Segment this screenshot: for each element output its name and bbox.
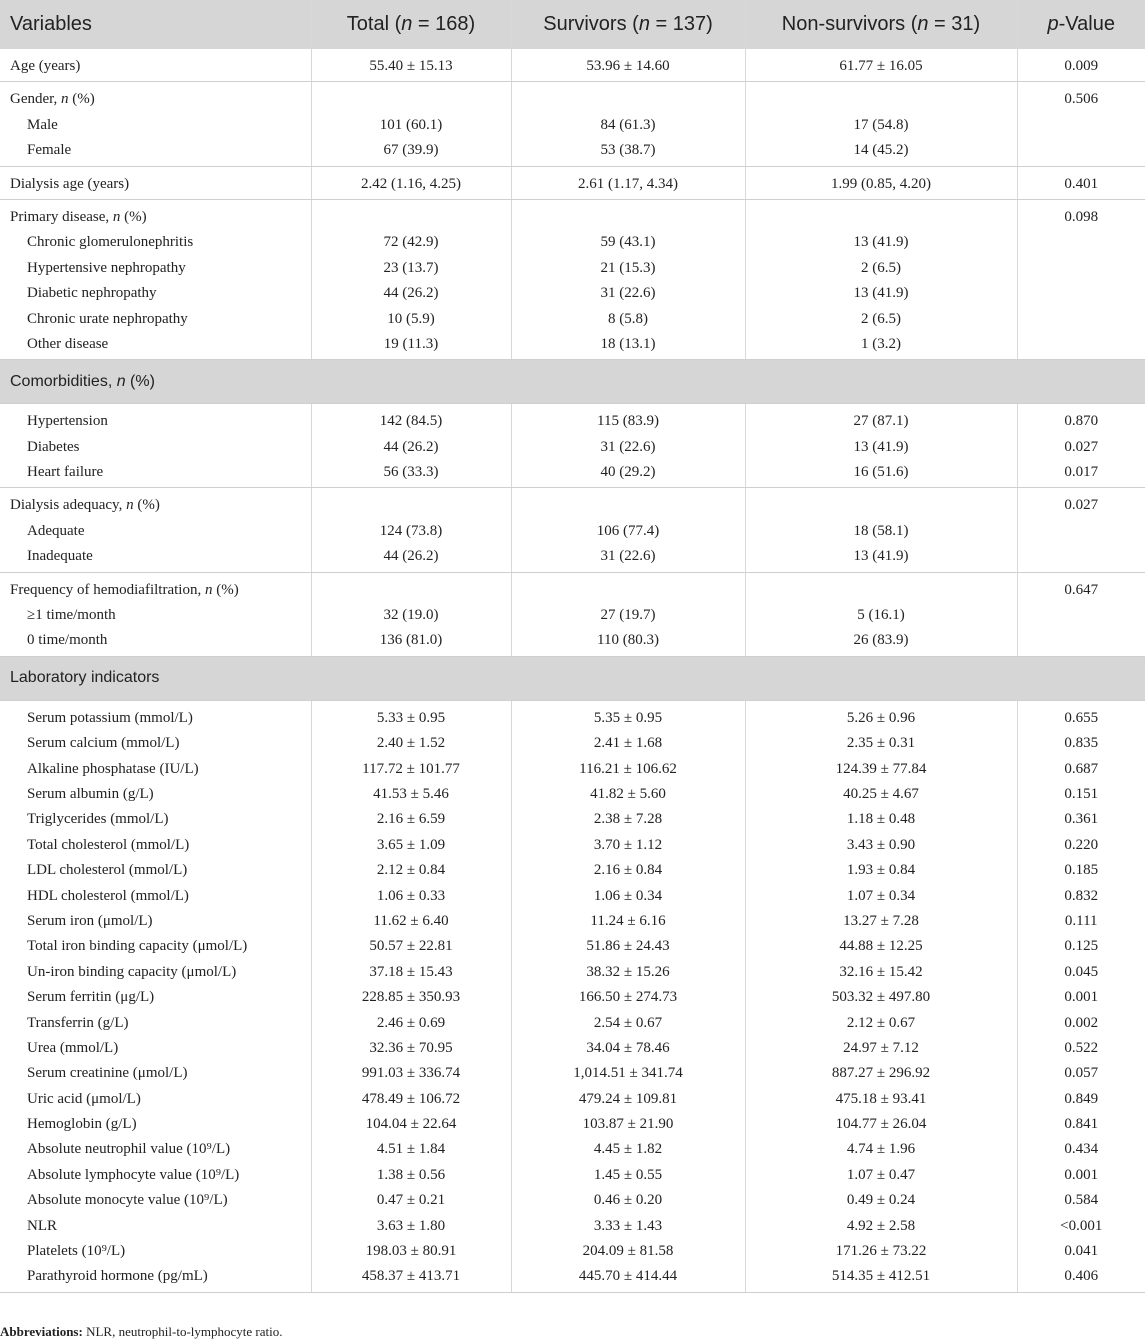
row-label: Heart failure [27, 464, 104, 481]
row-value: 23 (13.7) [383, 259, 439, 276]
row-value: 1.06 ± 0.33 [376, 887, 446, 904]
row-value: 55.40 ± 15.13 [369, 58, 453, 74]
row-value: 4.74 ± 1.96 [846, 1141, 916, 1158]
row-value: 31 (22.6) [600, 285, 656, 302]
row-label: Uric acid (μmol/L) [27, 1090, 141, 1107]
row-value: 115 (83.9) [597, 413, 659, 430]
row-value: 445.70 ± 414.44 [578, 1268, 678, 1285]
row-value [312, 495, 511, 520]
row-value: 0.841 [1064, 1116, 1099, 1133]
row-value: 44.88 ± 12.25 [839, 938, 923, 955]
survivors-cell [511, 488, 745, 572]
row-value: 1 (3.2) [861, 335, 901, 352]
row-value [512, 580, 745, 605]
row-value: 44 (26.2) [383, 438, 439, 455]
survivors-cell [511, 700, 745, 1292]
row-label: Chronic urate nephropathy [27, 310, 188, 327]
row-value: 5.35 ± 0.95 [593, 709, 663, 726]
row-value: 0.009 [1064, 58, 1099, 74]
row-value: 514.35 ± 412.51 [831, 1268, 931, 1285]
survivors-cell [511, 166, 745, 199]
row-label: Gender, n (%) [10, 91, 95, 108]
variable-cell [0, 700, 311, 1292]
row-value: 32 (19.0) [383, 607, 439, 624]
row-value: 18 (13.1) [600, 335, 656, 352]
row-value: 0.017 [1064, 464, 1099, 481]
row-value: 1.99 (0.85, 4.20) [831, 175, 931, 192]
row-label: Frequency of hemodiafiltration, n (%) [10, 581, 239, 598]
footnote-label: Abbreviations: [0, 1324, 83, 1339]
row-value: 171.26 ± 73.22 [835, 1243, 927, 1260]
row-value: 0.220 [1064, 836, 1099, 853]
section-title: Comorbidities, n (%) [0, 360, 1145, 404]
row-value: 0.870 [1064, 413, 1099, 430]
row-label: Serum creatinine (μmol/L) [27, 1065, 188, 1082]
row-value: 2.42 (1.16, 4.25) [361, 175, 461, 192]
section-title: Laboratory indicators [0, 656, 1145, 700]
section-header-row [0, 656, 1145, 700]
row-value [1018, 283, 1145, 308]
row-value: 2.16 ± 6.59 [376, 811, 446, 828]
row-value [1018, 605, 1145, 630]
row-value: 228.85 ± 350.93 [361, 989, 461, 1006]
row-value: 59 (43.1) [600, 234, 656, 251]
row-value: 10 (5.9) [387, 310, 435, 327]
row-label: Hypertensive nephropathy [27, 259, 186, 276]
row-value: 458.37 ± 413.71 [361, 1268, 461, 1285]
row-value [1018, 309, 1145, 334]
row-value [1018, 115, 1145, 140]
row-value: 0.506 [1064, 91, 1099, 108]
row-label: ≥1 time/month [27, 607, 116, 624]
row-value: 103.87 ± 21.90 [582, 1116, 674, 1133]
total-cell [311, 488, 511, 572]
table-row-group [0, 82, 1145, 166]
row-value: 41.53 ± 5.46 [373, 785, 449, 802]
row-value: 31 (22.6) [600, 548, 656, 565]
row-value [1018, 546, 1145, 571]
header-variables: Variables [0, 0, 311, 49]
non-survivors-cell [745, 700, 1017, 1292]
row-value: 0.406 [1064, 1268, 1099, 1285]
row-value: 124 (73.8) [379, 522, 443, 539]
row-value: 40 (29.2) [600, 464, 656, 481]
row-label: Absolute monocyte value (10⁹/L) [27, 1192, 228, 1209]
row-value: 2.61 (1.17, 4.34) [578, 175, 678, 192]
p-value-cell [1017, 82, 1145, 166]
table-row-group [0, 700, 1145, 1292]
row-value: 34.04 ± 78.46 [586, 1039, 670, 1056]
row-value [746, 207, 1017, 232]
row-value: 41.82 ± 5.60 [590, 785, 666, 802]
row-value [512, 89, 745, 114]
row-value: 0.001 [1064, 1166, 1099, 1183]
table-row-group [0, 166, 1145, 199]
row-value: 104.77 ± 26.04 [835, 1116, 927, 1133]
row-value: 44 (26.2) [383, 548, 439, 565]
row-value: 1.45 ± 0.55 [593, 1166, 663, 1183]
row-value: 38.32 ± 15.26 [586, 963, 670, 980]
row-value: 3.65 ± 1.09 [376, 836, 446, 853]
row-value: 5 (16.1) [857, 607, 905, 624]
row-value: 0.151 [1064, 785, 1099, 802]
row-value: 13 (41.9) [853, 234, 909, 251]
row-value: 4.45 ± 1.82 [593, 1141, 663, 1158]
row-value: 1.18 ± 0.48 [846, 811, 916, 828]
p-value-cell [1017, 572, 1145, 656]
row-value: 37.18 ± 15.43 [369, 963, 453, 980]
row-label: Alkaline phosphatase (IU/L) [27, 760, 199, 777]
total-cell [311, 82, 511, 166]
row-label: Total iron binding capacity (μmol/L) [27, 938, 248, 955]
row-label: NLR [27, 1217, 57, 1234]
variable-cell [0, 82, 311, 166]
row-value: 0.647 [1064, 581, 1099, 598]
row-label: Dialysis age (years) [10, 175, 130, 192]
row-label: Un-iron binding capacity (μmol/L) [27, 963, 237, 980]
row-value: 1.07 ± 0.47 [846, 1166, 916, 1183]
row-label: Serum calcium (mmol/L) [27, 735, 180, 752]
row-value [312, 89, 511, 114]
row-value: 2.54 ± 0.67 [593, 1014, 663, 1031]
row-label: Parathyroid hormone (pg/mL) [27, 1268, 208, 1285]
p-value-cell [1017, 199, 1145, 359]
row-value [1018, 630, 1145, 655]
row-value: 0.057 [1064, 1065, 1099, 1082]
row-value [312, 207, 511, 232]
row-value: 2 (6.5) [861, 310, 901, 327]
row-value: 72 (42.9) [383, 234, 439, 251]
row-label: Serum potassium (mmol/L) [27, 709, 193, 726]
row-value: 106 (77.4) [596, 522, 660, 539]
row-value: 124.39 ± 77.84 [835, 760, 927, 777]
row-value: 991.03 ± 336.74 [361, 1065, 461, 1082]
row-label: Hypertension [27, 413, 108, 430]
row-value: 0.687 [1064, 760, 1099, 777]
row-value: 0.027 [1064, 497, 1099, 514]
row-value: 117.72 ± 101.77 [362, 760, 460, 777]
survivors-cell [511, 572, 745, 656]
row-value: 0.849 [1064, 1090, 1099, 1107]
row-value: 166.50 ± 274.73 [578, 989, 678, 1006]
table-row-group [0, 572, 1145, 656]
row-value: 56 (33.3) [383, 464, 439, 481]
survivors-cell [511, 199, 745, 359]
survivors-cell [511, 404, 745, 488]
row-value: 104.04 ± 22.64 [365, 1116, 457, 1133]
row-value: 84 (61.3) [600, 116, 656, 133]
non-survivors-cell [745, 572, 1017, 656]
row-value: 0.185 [1064, 862, 1099, 879]
row-value: 51.86 ± 24.43 [586, 938, 670, 955]
row-value: 0.045 [1064, 963, 1099, 980]
row-value: 13.27 ± 7.28 [843, 912, 919, 929]
row-value: 116.21 ± 106.62 [579, 760, 677, 777]
row-value: 142 (84.5) [379, 413, 443, 430]
row-value [1018, 521, 1145, 546]
row-value: 198.03 ± 80.91 [365, 1243, 457, 1260]
row-value: 19 (11.3) [383, 335, 439, 352]
row-value: 110 (80.3) [597, 632, 659, 649]
row-value [746, 495, 1017, 520]
row-value: 1.38 ± 0.56 [376, 1166, 446, 1183]
row-label: Dialysis adequacy, n (%) [10, 497, 160, 514]
row-value: 0.401 [1064, 175, 1099, 192]
row-label: Urea (mmol/L) [27, 1039, 119, 1056]
row-label: Serum iron (μmol/L) [27, 912, 153, 929]
row-value: 0.584 [1064, 1192, 1099, 1209]
p-value-cell [1017, 49, 1145, 82]
row-value: 11.24 ± 6.16 [590, 912, 666, 929]
row-value: 2.38 ± 7.28 [593, 811, 663, 828]
row-value: 53 (38.7) [600, 142, 656, 159]
row-value: 204.09 ± 81.58 [582, 1243, 674, 1260]
non-survivors-cell [745, 82, 1017, 166]
row-label: Other disease [27, 335, 109, 352]
header-p-value: p-Value [1017, 0, 1145, 49]
row-value [512, 495, 745, 520]
row-value: 0.002 [1064, 1014, 1099, 1031]
row-value: 3.70 ± 1.12 [593, 836, 663, 853]
row-label: HDL cholesterol (mmol/L) [27, 887, 189, 904]
row-label: Diabetes [27, 438, 80, 455]
row-label: Age (years) [10, 58, 81, 74]
row-value: 475.18 ± 93.41 [835, 1090, 927, 1107]
row-value: 21 (15.3) [600, 259, 656, 276]
table-row-group [0, 199, 1145, 359]
row-value: 0.361 [1064, 811, 1099, 828]
p-value-cell [1017, 166, 1145, 199]
row-value: 0.49 ± 0.24 [846, 1192, 916, 1209]
row-value: 887.27 ± 296.92 [831, 1065, 931, 1082]
row-value: 2.40 ± 1.52 [376, 735, 446, 752]
p-value-cell [1017, 488, 1145, 572]
row-value [1018, 334, 1145, 359]
non-survivors-cell [745, 488, 1017, 572]
row-label: Inadequate [27, 548, 93, 565]
row-value: 13 (41.9) [853, 548, 909, 565]
survivors-cell [511, 49, 745, 82]
row-label: Adequate [27, 522, 85, 539]
table-row-group [0, 49, 1145, 82]
row-value: 32.36 ± 70.95 [369, 1039, 453, 1056]
non-survivors-cell [745, 404, 1017, 488]
row-value: 2.35 ± 0.31 [846, 735, 916, 752]
row-value: 101 (60.1) [379, 116, 443, 133]
row-label: Triglycerides (mmol/L) [27, 811, 169, 828]
row-value: 0.655 [1064, 709, 1099, 726]
header-total: Total (n = 168) [311, 0, 511, 49]
row-value [1018, 258, 1145, 283]
variable-cell [0, 404, 311, 488]
row-value: 32.16 ± 15.42 [839, 963, 923, 980]
row-value: 478.49 ± 106.72 [361, 1090, 461, 1107]
row-value: 27 (19.7) [600, 607, 656, 624]
non-survivors-cell [745, 199, 1017, 359]
row-value: 0.832 [1064, 887, 1099, 904]
header-row [0, 0, 1145, 49]
row-value: 4.92 ± 2.58 [846, 1217, 916, 1234]
row-value: 26 (83.9) [853, 632, 909, 649]
variable-cell [0, 572, 311, 656]
row-value: 44 (26.2) [383, 285, 439, 302]
row-value [746, 580, 1017, 605]
variable-cell [0, 49, 311, 82]
row-value: 5.26 ± 0.96 [846, 709, 916, 726]
row-value: 13 (41.9) [853, 438, 909, 455]
row-value: 1,014.51 ± 341.74 [573, 1065, 683, 1082]
row-value: 136 (81.0) [379, 632, 443, 649]
row-value: 16 (51.6) [853, 464, 909, 481]
table-row-group [0, 488, 1145, 572]
row-value: 27 (87.1) [853, 413, 909, 430]
row-value: 2.16 ± 0.84 [593, 862, 663, 879]
row-value: 3.63 ± 1.80 [376, 1217, 446, 1234]
row-value: 0.001 [1064, 989, 1099, 1006]
row-value: 17 (54.8) [853, 116, 909, 133]
row-label: Absolute lymphocyte value (10⁹/L) [27, 1166, 240, 1183]
row-value: 8 (5.8) [608, 310, 648, 327]
variable-cell [0, 166, 311, 199]
row-label: Transferrin (g/L) [27, 1014, 129, 1031]
total-cell [311, 199, 511, 359]
row-value: <0.001 [1060, 1217, 1103, 1234]
row-label: 0 time/month [27, 632, 108, 649]
header-survivors: Survivors (n = 137) [511, 0, 745, 49]
row-label: Diabetic nephropathy [27, 285, 157, 302]
row-value: 67 (39.9) [383, 142, 439, 159]
row-label: Absolute neutrophil value (10⁹/L) [27, 1141, 231, 1158]
non-survivors-cell [745, 166, 1017, 199]
row-label: Hemoglobin (g/L) [27, 1116, 137, 1133]
total-cell [311, 572, 511, 656]
row-value: 0.47 ± 0.21 [376, 1192, 446, 1209]
header-non-survivors: Non-survivors (n = 31) [745, 0, 1017, 49]
row-label: Chronic glomerulonephritis [27, 234, 194, 251]
row-value: 1.93 ± 0.84 [846, 862, 916, 879]
row-value [1018, 232, 1145, 257]
footnote-text: NLR, neutrophil-to-lymphocyte ratio. [82, 1324, 283, 1339]
row-value: 13 (41.9) [853, 285, 909, 302]
row-label: Female [27, 142, 72, 159]
row-label: Total cholesterol (mmol/L) [27, 836, 190, 853]
row-value: 2.12 ± 0.67 [846, 1014, 916, 1031]
row-value: 53.96 ± 14.60 [586, 58, 670, 74]
row-value: 2.46 ± 0.69 [376, 1014, 446, 1031]
row-value [512, 207, 745, 232]
row-value: 479.24 ± 109.81 [578, 1090, 678, 1107]
table-row-group [0, 404, 1145, 488]
row-value: 0.098 [1064, 208, 1099, 225]
row-value: 1.07 ± 0.34 [846, 887, 916, 904]
row-value: 1.06 ± 0.34 [593, 887, 663, 904]
row-value: 0.46 ± 0.20 [593, 1192, 663, 1209]
row-value: 0.111 [1064, 912, 1098, 929]
row-value: 61.77 ± 16.05 [839, 58, 923, 74]
total-cell [311, 700, 511, 1292]
row-value: 31 (22.6) [600, 438, 656, 455]
survivors-cell [511, 82, 745, 166]
row-value: 40.25 ± 4.67 [843, 785, 919, 802]
row-value: 11.62 ± 6.40 [373, 912, 449, 929]
variable-cell [0, 199, 311, 359]
p-value-cell [1017, 700, 1145, 1292]
section-header-row [0, 360, 1145, 404]
total-cell [311, 166, 511, 199]
row-label: Serum albumin (g/L) [27, 785, 154, 802]
row-value: 5.33 ± 0.95 [376, 709, 446, 726]
row-value: 0.835 [1064, 735, 1099, 752]
row-value: 0.041 [1064, 1243, 1099, 1260]
row-value: 2.41 ± 1.68 [593, 735, 663, 752]
row-value [312, 580, 511, 605]
row-value: 0.027 [1064, 438, 1099, 455]
row-value: 14 (45.2) [853, 142, 909, 159]
abbreviations-footnote [0, 1324, 282, 1340]
variable-cell [0, 488, 311, 572]
row-value: 50.57 ± 22.81 [369, 938, 453, 955]
row-value [1018, 140, 1145, 165]
row-value [746, 89, 1017, 114]
row-value: 4.51 ± 1.84 [376, 1141, 446, 1158]
row-label: Platelets (10⁹/L) [27, 1243, 126, 1260]
row-value: 18 (58.1) [853, 522, 909, 539]
row-value: 2.12 ± 0.84 [376, 862, 446, 879]
row-label: Male [27, 116, 58, 133]
total-cell [311, 49, 511, 82]
row-value: 0.125 [1064, 938, 1099, 955]
row-label: Serum ferritin (μg/L) [27, 989, 155, 1006]
non-survivors-cell [745, 49, 1017, 82]
p-value-cell [1017, 404, 1145, 488]
row-label: LDL cholesterol (mmol/L) [27, 862, 188, 879]
row-value: 0.522 [1064, 1039, 1099, 1056]
row-value: 2 (6.5) [861, 259, 901, 276]
total-cell [311, 404, 511, 488]
row-value: 3.43 ± 0.90 [846, 836, 916, 853]
row-value: 24.97 ± 7.12 [843, 1039, 919, 1056]
row-value: 503.32 ± 497.80 [831, 989, 931, 1006]
row-label: Primary disease, n (%) [10, 208, 147, 225]
row-value: 0.434 [1064, 1141, 1099, 1158]
row-value: 3.33 ± 1.43 [593, 1217, 663, 1234]
